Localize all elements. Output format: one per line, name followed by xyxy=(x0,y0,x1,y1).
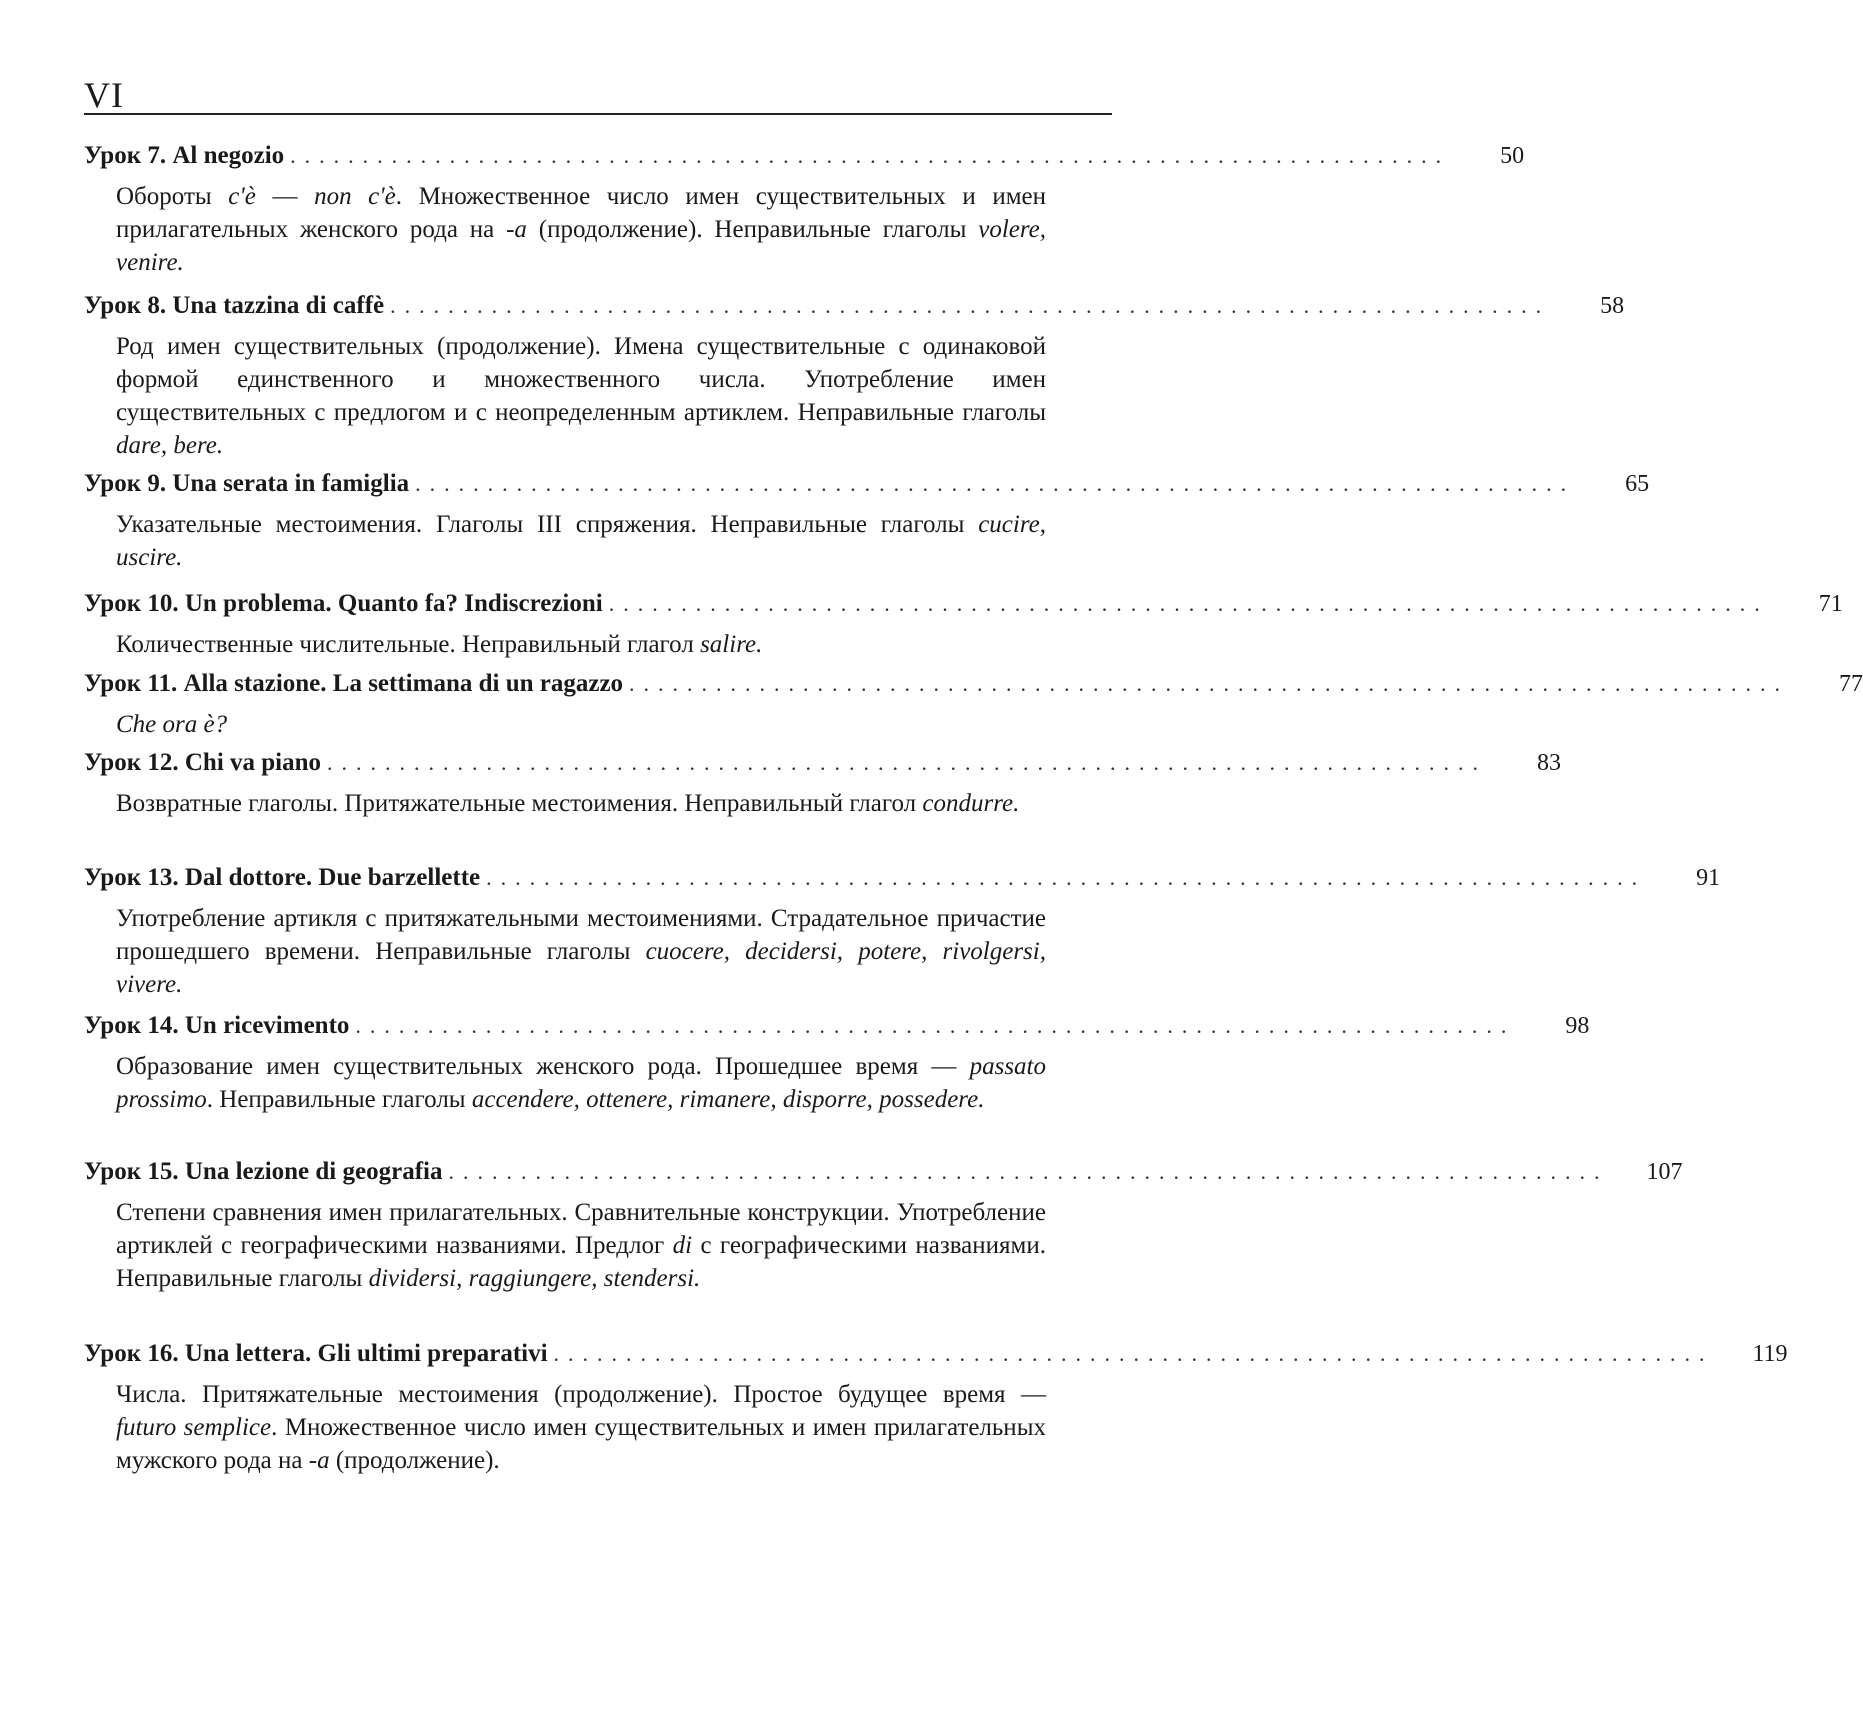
italic-term: cuocere, decidersi, potere, rivolgersi, vivere. xyxy=(116,938,1046,998)
description-text: (продолжение). Неправильные глаголы xyxy=(526,216,979,243)
toc-entry-heading[interactable] xyxy=(84,470,1650,502)
lesson-description xyxy=(116,330,1046,462)
dot-leader: ................................................................................ xyxy=(390,293,1551,318)
italic-term: volere, venire. xyxy=(116,216,1047,276)
lesson-title: Урок 11. Alla stazione. La settimana di un ragazzo xyxy=(84,670,624,697)
description-text: Числа. Притяжательные местоимения (продолжение). Простое будущее время — xyxy=(116,1381,1046,1408)
lesson-page-number: 77 xyxy=(1839,671,1863,697)
lesson-page-number: 83 xyxy=(1537,750,1562,776)
italic-term: c'è xyxy=(228,183,256,210)
description-text: Род имен существительных (продолжение). Имена существительные с одинаковой формой единственного и множественного числа. Употребление имен существительных с предлогом и с неопределенным артиклем. Неправильные глаголы xyxy=(116,333,1046,426)
dot-leader: ................................................................................ xyxy=(327,750,1488,775)
description-text: Степени сравнения имен прилагательных. Сравнительные конструкции. Употребление артиклей с географическими названиями. Предлог xyxy=(116,1199,1046,1259)
lesson-page-number: 65 xyxy=(1625,471,1650,497)
dot-leader: ................................................................................ xyxy=(629,671,1790,696)
dot-leader: ................................................................................ xyxy=(355,1013,1516,1038)
lesson-description xyxy=(116,1378,1046,1477)
lesson-page-number: 91 xyxy=(1696,865,1721,891)
lesson-page-number: 98 xyxy=(1565,1013,1590,1039)
lesson-description xyxy=(116,1196,1046,1295)
description-text: . Множественное число имен существительных и имен прилагательных мужского рода на xyxy=(116,1414,1046,1474)
toc-entry-heading[interactable] xyxy=(84,142,1525,174)
lesson-title: Урок 13. Dal dottore. Due barzellette xyxy=(84,864,481,891)
lesson-description xyxy=(116,180,1046,279)
dot-leader: ................................................................................ xyxy=(608,591,1769,616)
dot-leader: ................................................................................ xyxy=(553,1341,1714,1366)
page-number: VI xyxy=(84,75,124,115)
lesson-description xyxy=(116,1050,1046,1116)
description-text: . Множественное число имен существительных и имен прилагательных женского рода на xyxy=(116,183,1046,243)
italic-term: cucire, uscire. xyxy=(116,511,1046,571)
lesson-title: Урок 16. Una lettera. Gli ultimi preparativi xyxy=(84,1340,548,1367)
dot-leader: ................................................................................ xyxy=(486,865,1647,890)
toc-entry-heading[interactable] xyxy=(84,1340,1788,1372)
description-text: Обороты xyxy=(116,183,229,210)
description-text: (продолжение). xyxy=(329,1447,500,1474)
lesson-page-number: 50 xyxy=(1500,143,1525,169)
italic-term: Che ora è? xyxy=(116,711,228,738)
italic-term: futuro semplice xyxy=(116,1414,272,1441)
italic-term: -a xyxy=(506,216,527,243)
lesson-title: Урок 12. Chi va piano xyxy=(84,749,322,776)
italic-term: accendere, ottenere, rimanere, disporre, possedere. xyxy=(471,1086,985,1113)
lesson-page-number: 119 xyxy=(1752,1341,1788,1367)
lesson-title: Урок 15. Una lezione di geografia xyxy=(84,1158,443,1185)
toc-entry-heading[interactable] xyxy=(84,1158,1683,1190)
description-text: . Неправильные глаголы xyxy=(206,1086,472,1113)
description-text: Образование имен существительных женского рода. Прошедшее время — xyxy=(116,1053,970,1080)
toc-entry-heading[interactable] xyxy=(84,590,1843,622)
description-text: — xyxy=(255,183,315,210)
italic-term: di xyxy=(672,1232,693,1259)
description-text: Возвратные глаголы. Притяжательные местоимения. Неправильный глагол xyxy=(116,790,923,817)
toc-entry-heading[interactable] xyxy=(84,1012,1590,1044)
italic-term: passato prossimo xyxy=(116,1053,1046,1113)
dot-leader: ................................................................................ xyxy=(290,143,1451,168)
italic-term: condurre. xyxy=(922,790,1020,817)
lesson-title: Урок 9. Una serata in famiglia xyxy=(84,470,410,497)
italic-term: dividersi, raggiungere, stendersi. xyxy=(368,1265,701,1292)
dot-leader: ................................................................................ xyxy=(415,471,1576,496)
description-text: Употребление артикля с притяжательными местоимениями. Страдательное причастие прошедшего времени. Неправильные глаголы xyxy=(116,905,1046,965)
dot-leader: ................................................................................ xyxy=(448,1159,1609,1184)
italic-term: non c'è xyxy=(314,183,396,210)
lesson-description xyxy=(116,628,1046,661)
lesson-description xyxy=(116,787,1046,820)
description-text: Указательные местоимения. Глаголы III спряжения. Неправильные глаголы xyxy=(116,511,979,538)
description-text: с географическими названиями. Неправильные глаголы xyxy=(116,1232,1046,1292)
header-rule xyxy=(84,113,1112,115)
toc-entry-heading[interactable] xyxy=(84,292,1625,324)
lesson-title: Урок 10. Un problema. Quanto fa? Indiscrezioni xyxy=(84,590,603,617)
lesson-description xyxy=(116,902,1046,1001)
lesson-title: Урок 14. Un ricevimento xyxy=(84,1012,350,1039)
lesson-title: Урок 7. Al negozio xyxy=(84,142,285,169)
toc-entry-heading[interactable] xyxy=(84,864,1721,896)
lesson-page-number: 107 xyxy=(1646,1159,1683,1185)
description-text: Количественные числительные. Неправильный глагол xyxy=(116,631,701,658)
lesson-description xyxy=(116,508,1046,574)
italic-term: salire. xyxy=(700,631,763,658)
italic-term: dare, bere. xyxy=(116,432,224,459)
lesson-title: Урок 8. Una tazzina di caffè xyxy=(84,292,385,319)
toc-entry-heading[interactable] xyxy=(84,749,1562,781)
lesson-description xyxy=(116,708,1046,741)
lesson-page-number: 58 xyxy=(1600,293,1625,319)
lesson-page-number: 71 xyxy=(1818,591,1843,617)
italic-term: -a xyxy=(308,1447,330,1474)
toc-entry-heading[interactable] xyxy=(84,670,1863,702)
